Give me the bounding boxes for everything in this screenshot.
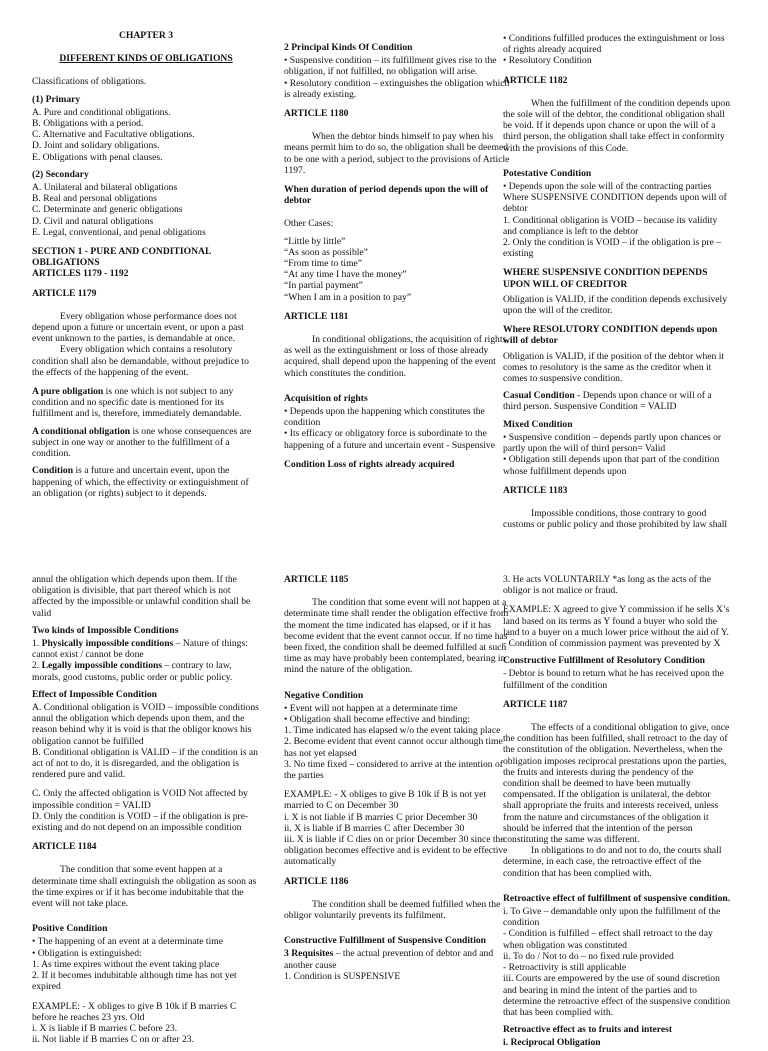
- other-cases-label: Other Cases:: [284, 218, 334, 230]
- duration-heading: When duration of period depends upon the will of debtor: [284, 184, 489, 207]
- list-item: “From time to time”: [284, 258, 363, 270]
- chapter-heading: CHAPTER 3: [118, 30, 174, 41]
- list-item: A. Pure and conditional obligations.: [32, 106, 171, 118]
- example-note: - Condition of commission payment was prevented by X: [503, 638, 721, 650]
- retroactive-suspensive-heading: Retroactive effect of fulfillment of suspensive condition.: [503, 892, 731, 904]
- secondary-list: [32, 182, 260, 238]
- list-item: Where SUSPENSIVE CONDITION depends upon will of debtor: [503, 192, 727, 215]
- item-number: 1.: [32, 638, 42, 650]
- list-item: C. Alternative and Facultative obligations.: [32, 129, 195, 141]
- suspensive-creditor-text: Obligation is VALID, if the condition depends exclusively upon the will of the creditor.: [503, 293, 728, 317]
- potestative-heading: Potestative Condition: [503, 167, 592, 179]
- casual-condition-definition: [503, 390, 731, 412]
- list-item: • Obligation still depends upon that part of the condition whose fulfillment depends upon: [503, 454, 720, 477]
- legal-impossible-text: – contrary to law, morals, good customs, public order or public policy.: [32, 660, 233, 683]
- requisites-term: 3 Requisites: [284, 948, 334, 960]
- list-item: 2. If it becomes indubitable although time has not yet expired: [32, 970, 237, 993]
- principal-kinds-heading: 2 Principal Kinds Of Condition: [284, 42, 413, 53]
- requisites-definition: – the actual prevention of debtor and and another cause: [284, 948, 494, 971]
- list-item: D. Only the condition is VOID – if the obligation is pre-existing and do not depend on an impossible condition: [32, 810, 249, 834]
- mixed-condition-heading: Mixed Condition: [503, 418, 573, 430]
- article-1180-heading: ARTICLE 1180: [284, 108, 349, 120]
- list-item: “At any time I have the money”: [284, 269, 407, 281]
- example-text: EXAMPLE: - X obliges to give B 10k if B is not yet married to C on December 30: [284, 789, 486, 812]
- negative-condition-heading: Negative Condition: [284, 689, 364, 701]
- positive-condition-heading: Positive Condition: [32, 923, 108, 935]
- article-1187-heading: ARTICLE 1187: [503, 698, 568, 710]
- list-item: • Event will not happen at a determinate time: [284, 702, 458, 714]
- article-1179-text: Every obligation whose performance does not depend upon a future or uncertain event, or upon a past event unknown to the parties, is demandable at once.: [32, 310, 244, 345]
- article-1183-heading: ARTICLE 1183: [503, 484, 568, 496]
- list-item: E. Legal, conventional, and penal obligations: [32, 226, 206, 238]
- article-1187-text-2: In obligations to do and not to do, the courts shall determine, in each case, the retroactive effect of the condition that has been complied with.: [503, 845, 722, 879]
- constructive-suspensive-heading: Constructive Fulfillment of Suspensive Condition: [284, 935, 487, 947]
- page-two: [0, 512, 768, 1049]
- list-item: ii. X is liable if B marries C after December 30: [284, 822, 465, 834]
- resolutory-debtor-heading: Where RESOLUTORY CONDITION depends upon will of debtor: [503, 324, 718, 347]
- condition-definition: [32, 465, 260, 499]
- article-1185-text: The condition that some event will not happen at a determinate time shall render the obligation effective from the moment the time indicated has elapsed, or if it has become evident that the event cannot occur. If no time has been fixed, the condition shall be deemed fulfilled at such time as may have probably been contemplated, bearing in mind the nature of the obligation.: [284, 597, 509, 676]
- requisites-text: [284, 948, 512, 970]
- condition-term: Condition: [32, 465, 74, 477]
- list-item: ii. Not liable if B marries C on or after 23.: [32, 1034, 194, 1046]
- list-item: iii. Courts are empowered by the use of sound discretion and bearing in mind the intent of the parties and to determine the retroactive effect of the suspensive condition that has been complied with.: [503, 973, 731, 1018]
- page-two-column-one: [32, 574, 260, 1045]
- acquisition-heading: Acquisition of rights: [284, 392, 368, 404]
- list-item: ii. To do / Not to do – no fixed rule provided: [503, 950, 674, 962]
- page-one-column-three: [503, 33, 731, 530]
- article-1184-text: The condition that some event happen at a determinate time shall extinguish the obligation as soon as the time expires or if it has become indubitable that the event will not take place.: [32, 864, 257, 910]
- article-1186-text: The condition shall be deemed fulfilled when the obligor voluntarily prevents its fulfilment.: [284, 898, 501, 922]
- list-item: “In partial payment”: [284, 280, 363, 292]
- list-item: 1. As time expires without the event taking place: [32, 958, 220, 970]
- pure-obligation-term: A pure obligation: [32, 386, 104, 398]
- condition-text: is a future and uncertain event, upon the happening of which, the effectivity or extinguishment of an obligation (or rights) subject to it depends.: [32, 465, 249, 499]
- legal-impossible-item: [32, 660, 260, 682]
- list-item: 1. Conditional obligation is VOID – because its validity and compliance is left to the debtor: [503, 214, 718, 237]
- list-item: • Obligation shall become effective and binding:: [284, 714, 470, 726]
- conditional-obligation-term: A conditional obligation: [32, 425, 131, 437]
- page-two-column-three: [503, 574, 731, 1051]
- list-item: B. Obligations with a period.: [32, 118, 144, 130]
- pure-obligation-text: is one which is not subject to any condition and no specific date is mentioned for its fulfillment and is, therefore, immediately demandable.: [32, 386, 242, 420]
- physical-impossible-text: – Nature of things: cannot exist / cannot be done: [32, 638, 248, 661]
- page-one-column-one: [32, 30, 260, 505]
- physical-impossible-item: [32, 638, 260, 660]
- constructive-resolutory-text: - Debtor is bound to return what he has received upon the fulfillment of the condition: [503, 668, 724, 691]
- loss-of-rights-heading: Condition Loss of rights already acquired: [284, 458, 455, 470]
- list-item: 2. Only the condition is VOID – if the obligation is pre – existing: [503, 237, 722, 260]
- physical-impossible-term: Physically impossible conditions: [41, 638, 174, 650]
- article-1181-text: In conditional obligations, the acquisition of rights, as well as the extinguishment or loss of those already acquired, shall depend upon the happening of the event which constitutes the condition.: [284, 334, 509, 379]
- legal-impossible-term: Legally impossible conditions: [41, 660, 163, 672]
- casual-condition-text: - Depends upon chance or will of a third person. Suspensive Condition = VALID: [503, 390, 712, 413]
- primary-list: [32, 107, 260, 163]
- article-1182-text: When the fulfillment of the condition depends upon the sole will of the debtor, the conditional obligation shall be void. If it depends upon chance or upon the will of a third person, the obligation shall take effect in conformity with the provisions of this Code.: [503, 97, 731, 154]
- section-articles: ARTICLES 1179 - 1192: [32, 268, 129, 280]
- article-1179-heading: ARTICLE 1179: [32, 287, 97, 299]
- list-item: • Obligation is extinguished:: [32, 947, 142, 959]
- chapter-title: DIFFERENT KINDS OF OBLIGATIONS: [59, 53, 233, 65]
- list-item: • Suspensive condition – depends partly upon chances or partly upon the will of third person= Valid: [503, 431, 722, 455]
- conditional-obligation-text: is one whose consequences are subject in one way or another to the fulfillment of a condition.: [32, 425, 252, 460]
- list-item: • Resolutory condition – extinguishes the obligation which is already existing.: [284, 77, 510, 100]
- list-item: 3. No time fixed – considered to arrive at the intention of the parties: [284, 758, 503, 782]
- page-one-column-two: [284, 42, 512, 474]
- list-item: B. Real and personal obligations: [32, 193, 157, 205]
- list-item: “When I am in a position to pay”: [284, 291, 412, 303]
- reciprocal-obligation-heading: i. Reciprocal Obligation: [503, 1037, 601, 1049]
- suspensive-creditor-heading: WHERE SUSPENSIVE CONDITION DEPENDS UPON WILL OF CREDITOR: [503, 267, 708, 290]
- effect-impossible-heading: Effect of Impossible Condition: [32, 688, 157, 700]
- conditional-obligation-definition: [32, 426, 260, 460]
- article-1180-text: When the debtor binds himself to pay when his means permit him to do so, the obligation shall be deemed to be one with a period, subject to the provisions of Article 1197.: [284, 131, 510, 176]
- other-cases-list: [284, 236, 512, 303]
- list-item: E. Obligations with penal clauses.: [32, 151, 163, 163]
- list-item: • Conditions fulfilled produces the extinguishment or loss of rights already acquired: [503, 33, 725, 56]
- pure-obligation-definition: [32, 386, 260, 420]
- article-1182-heading: ARTICLE 1182: [503, 74, 568, 86]
- article-1184-heading: ARTICLE 1184: [32, 841, 97, 853]
- fruits-interest-heading: Retroactive effect as to fruits and interest: [503, 1024, 673, 1036]
- list-item: • The happening of an event at a determinate time: [32, 936, 223, 948]
- article-1181-heading: ARTICLE 1181: [284, 310, 349, 322]
- article-1183-text: Impossible conditions, those contrary to good customs or public policy and those prohibited by law shall: [503, 507, 728, 531]
- list-item: - Retroactivity is still applicable: [503, 962, 627, 974]
- list-item: C. Only the affected obligation is VOID Not affected by impossible condition = VALID: [32, 788, 248, 811]
- list-item: • Depends upon the happening which constitutes the condition: [284, 406, 485, 429]
- list-item: “As soon as possible”: [284, 246, 368, 258]
- article-1179-text-2: Every obligation which contains a resolutory condition shall also be demandable, without prejudice to the effects of the happening of the event.: [32, 344, 249, 378]
- list-item: • Depends upon the sole will of the contracting parties: [503, 181, 712, 193]
- article-1187-text: The effects of a conditional obligation to give, once the condition has been fulfilled, shall retroact to the day of the constitution of the obligation. Nevertheless, when the obligation imposes reciprocal prestations upon the parties, the fruits and interests during the pendency of the condition shall be deemed to have been mutually compensated. If the obligation is unilateral, the debtor shall appropriate the fruits and interests received, unless from the nature and circumstances of the obligation it should be inferred that the intention of the person constituting the same was different.: [503, 722, 730, 846]
- list-item: D. Civil and natural obligations: [32, 215, 154, 227]
- casual-condition-term: Casual Condition: [503, 390, 575, 402]
- list-item: • Resolutory Condition: [503, 55, 592, 67]
- constructive-resolutory-heading: Constructive Fulfillment of Resolutory Condition: [503, 655, 705, 667]
- page-two-column-two: [284, 574, 512, 982]
- list-item: A. Conditional obligation is VOID – impossible conditions annul the obligation which depends upon them, and the reason behind why it is void is that the obligor knows his obligation cannot be fulfilled: [32, 702, 259, 747]
- section-heading: SECTION 1 - PURE AND CONDITIONAL OBLIGATIONS: [32, 246, 211, 269]
- article-1185-heading: ARTICLE 1185: [284, 574, 349, 585]
- article-1186-heading: ARTICLE 1186: [284, 875, 349, 887]
- list-item: i. X is liable if B marries C before 23.: [32, 1022, 178, 1034]
- primary-heading: (1) Primary: [32, 93, 81, 105]
- list-item: 1. Condition is SUSPENSIVE: [284, 970, 401, 982]
- list-item: B. Conditional obligation is VALID – if the condition is an act of not to do, it is disregarded, and the obligation is rendered pure and valid.: [32, 746, 258, 781]
- item-number: 2.: [32, 660, 42, 672]
- list-item: “Little by little”: [284, 235, 346, 247]
- list-item: A. Unilateral and bilateral obligations: [32, 182, 178, 194]
- secondary-heading: (2) Secondary: [32, 168, 89, 180]
- list-item: i. To Give – demandable only upon the fulfillment of the condition: [503, 906, 721, 929]
- list-item: 2. Become evident that event cannot occur although time has not yet elapsed: [284, 736, 503, 759]
- list-item: 1. Time indicated has elapsed w/o the event taking place: [284, 725, 501, 737]
- example-text: EXAMPLE: - X obliges to give B 10k if B marries C before he reaches 23 yrs. Old: [32, 1000, 237, 1023]
- list-item: i. X is not liable if B marries C prior December 30: [284, 811, 478, 823]
- list-item: • Suspensive condition – its fulfillment gives rise to the obligation, if not fulfilled, no obligation will arise.: [284, 55, 497, 78]
- article-1183-continued-text: annul the obligation which depends upon them. If the obligation is divisible, that part thereof which is not affected by the impossible or unlawful condition shall be valid: [32, 574, 251, 619]
- list-item: iii. X is liable if C dies on or prior December 30 since the obligation becomes effective and is evident to be effective automatically: [284, 834, 508, 868]
- impossible-kinds-heading: Two kinds of Impossible Conditions: [32, 624, 179, 636]
- list-item: D. Joint and solidary obligations.: [32, 140, 160, 152]
- list-item: 3. He acts VOLUNTARILY *as long as the acts of the obligor is not malice or fraud.: [503, 574, 711, 597]
- classifications-text: Classifications of obligations.: [32, 76, 147, 88]
- resolutory-debtor-text: Obligation is VALID, if the position of the debtor when it comes to resolutory is the same as the creditor when it comes to suspensive condition.: [503, 350, 725, 385]
- list-item: C. Determinate and generic obligations: [32, 204, 183, 216]
- example-text: EXAMPLE: X agreed to give Y commission if he sells X’s land based on its terms as Y found a buyer who sold the land to a buyer on a much lower price without the aid of Y.: [503, 604, 730, 638]
- list-item: - Condition is fulfilled – effect shall retroact to the day when obligation was constituted: [503, 928, 713, 951]
- list-item: • Its efficacy or obligatory force is subordinate to the happening of a future and uncertain event - Suspensive: [284, 428, 495, 451]
